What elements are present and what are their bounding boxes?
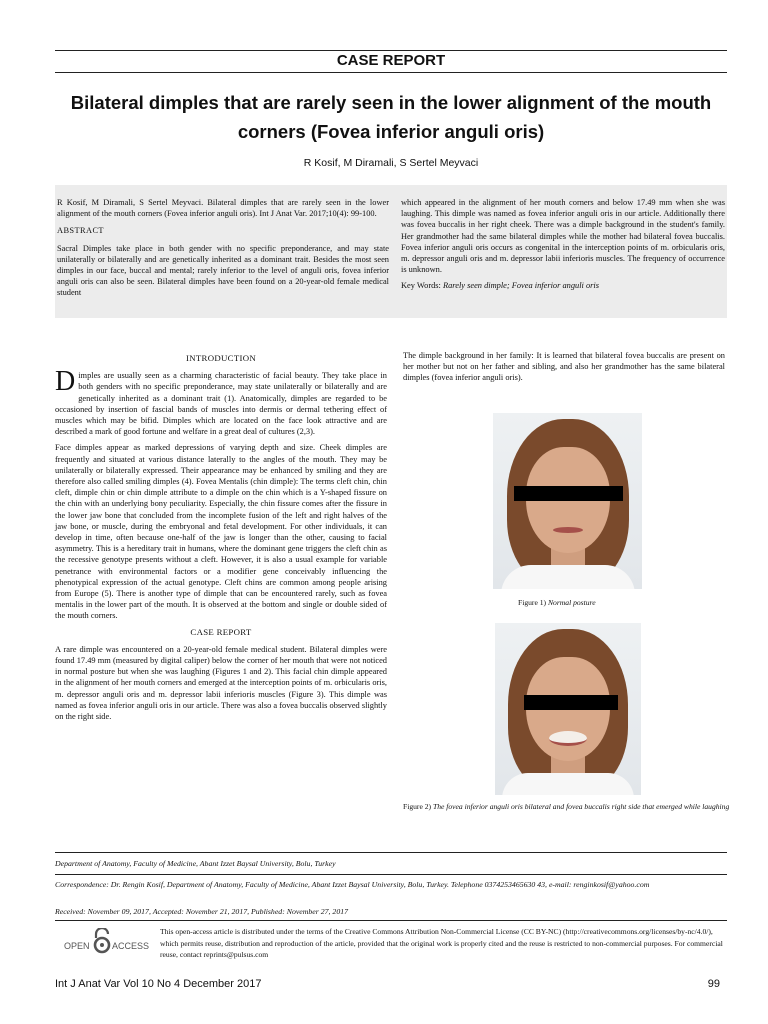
- figure-1-caption: [518, 598, 718, 608]
- figure-1-label: Figure 1): [518, 598, 547, 607]
- oa-text-access: ACCESS: [112, 941, 150, 951]
- figure-2-label: Figure 2): [403, 802, 432, 811]
- figure-2-caption: [403, 802, 733, 812]
- keywords: Rarely seen dimple; Fovea inferior anguli oris: [442, 281, 599, 291]
- intro-paragraph-1: [55, 366, 387, 437]
- article-title: Bilateral dimples that are rarely seen in the lower alignment of the mouth corners (Fovea inferior anguli oris): [70, 92, 712, 142]
- shirt-shape: [501, 565, 635, 589]
- case-paragraph-1: A rare dimple was encountered on a 20-year-old female medical student. Bilateral dimples were found 17.49 mm (measured by digital caliper) below the corner of her mouth that were not noticed in normal posture but when she was laughing (Figures 1 and 2). This facial chin dimple appeared in the alignment of her mouth corners and emerged at the interception points of m. orbicularis oris, m. depressor anguli oris and m. depressor labii inferioris muscles (Figure 3). This dimple was named as fovea inferior anguli oris in our article. There was also a fovea buccalis observed slightly on the right side.: [55, 644, 387, 722]
- figure-1-photo: [493, 413, 642, 589]
- open-access-lock-icon: [64, 928, 154, 954]
- case-heading: CASE REPORT: [190, 626, 252, 637]
- footnote-rule-1: [55, 852, 727, 853]
- keywords-line: [401, 280, 725, 291]
- keywords-label: Key Words:: [401, 281, 441, 291]
- smile-shape: [549, 731, 587, 746]
- intro-heading: INTRODUCTION: [185, 353, 257, 363]
- correspondence: Correspondence: Dr. Rengin Kosif, Department of Anatomy, Faculty of Medicine, Abant Izzet Baysal University, Bolu, Turkey. Telephone 0374253465630 43, e-mail: renginkosif@yahoo.com: [55, 880, 650, 889]
- abstract-left-column: [57, 197, 389, 304]
- citation: R Kosif, M Diramali, S Sertel Meyvaci. Bilateral dimples that are rarely seen in the lower alignment of the mouth corners (Fovea inferior anguli oris). Int J Anat Var. 2017;10(4): 99-100.: [57, 198, 389, 219]
- mouth-shape: [553, 527, 583, 533]
- abstract-text-left: Sacral Dimples take place in both gender with no specific preponderance, and may state unilaterally or bilaterally and are genetically inherited as a dominant trait. Besides the most seen dimples in our face, buccal and mental; rarely inferior to the level of anguli oris, fovea inferior anguli oris can also be seen. Bilateral dimples have been found on a 20-year-old female medical student: [57, 243, 389, 298]
- family-paragraph: The dimple background in her family: It is learned that bilateral fovea buccalis are present on her mother but not on her father and sibling, and also her grandmother has the same bilateral dimples (fovea inferior anguli oris).: [403, 351, 725, 383]
- abstract-right-column: [401, 197, 725, 297]
- drop-cap: D: [55, 366, 76, 398]
- section-type: CASE REPORT: [336, 52, 446, 69]
- top-rule: [55, 50, 727, 51]
- affiliation: Department of Anatomy, Faculty of Medicine, Abant Izzet Baysal University, Bolu, Turkey: [55, 859, 336, 868]
- figure-2-caption-text: The fovea inferior anguli oris bilateral and fovea buccalis right side that emerged while laughing: [432, 802, 730, 811]
- author-list: R Kosif, M Diramali, S Sertel Meyvaci: [303, 157, 479, 169]
- license-text: This open-access article is distributed under the terms of the Creative Commons Attribution Non-Commercial License (CC BY-NC) (http://creativecommons.org/licenses/by-nc/4.0/), which permits reuse, distribution and reproduction of the article, provided that the original work is properly cited and the reuse is restricted to non-commercial purposes. For commercial reuse, contact reprints@pulsus.com: [160, 927, 723, 959]
- abstract-text-right: which appeared in the alignment of her mouth corners and below 17.49 mm when she was laughing. This dimple was named as fovea inferior anguli oris in our article. Additionally there was fovea buccalis in her right cheek. There was a dimple background in the student's family. Her grandmother had the same bilateral dimples while the mother had bilateral fovea buccalis. Fovea inferior anguli oris occurs as congenital in the interception points of m. orbicularis oris, m. depressor anguli oris and m. depressor labii inferioris muscles. The frequency of occurrence is unknown.: [401, 198, 725, 275]
- body-right-column: [403, 350, 725, 389]
- abstract-heading: ABSTRACT: [57, 226, 104, 236]
- intro-paragraph-2: Face dimples appear as marked depressions of varying depth and size. Cheek dimples are frequently and situated at various distance laterally to the angles of the mouth. They may be unilaterally or bilaterally expressed. Their appearance may be enhanced by smiling and they are therefore also called smiling dimples (4). Fovea Mentalis (chin dimple): The terms cleft chin, chin cleft, dimple chin or chin dimple attribute to a dimple on the chin which is a Y-shaped fissure on the chin with an underlying bony peculiarity. Especially, the chin fissure comes after the fissure in the lower jaw bone that concluded from the incomplete fusion of the left and right halves of the jaw bone, or muscle, during the embryonal and fetal development. For other individuals, it can develop in time, often because one-half of the jaw is longer than the other, causing to facial asymmetry. This is a hereditary trait in humans, where the dominant gene triggers the cleft chin as the recessive genotype presents without a cleft. However, it is also a usual example for variable penetrance with environmental factors or a modifier gene conceivably influencing the phenotypical expression of the actual genotype. Cleft chins are common among people arising from Europe (5). There is another type of dimple that can be encountered rarely, such as fovea mentalis in the lower part of the mouth. It is observed at the bottom and single or double sided of the mouth corners.: [55, 443, 387, 621]
- figure-2-photo: [495, 623, 641, 795]
- footnote-rule-2: [55, 874, 727, 875]
- eye-censor-bar: [514, 486, 623, 501]
- body-left-column: [55, 349, 387, 727]
- open-access-logo: [64, 928, 154, 954]
- footnote-rule-3: [55, 920, 727, 921]
- figure-1-caption-text: Normal posture: [547, 598, 596, 607]
- eye-censor-bar: [524, 695, 618, 710]
- oa-text-open: OPEN: [64, 941, 90, 951]
- article-dates: Received: November 09, 2017, Accepted: November 21, 2017, Published: November 27, 2017: [55, 907, 349, 916]
- intro-paragraph-1-text: imples are usually seen as a charming characteristic of facial beauty. They take place in both genders with no specific preponderance, may state unilaterally or bilaterally and are genetically inherited as a dominant trait (1). Anatomically, dimples are regarded to be occasioned by insertion of fascial bands of muscles into dermis or dermal tethering effect of muscles which may be bifid. Dimples which are located on the face look attractive and are described a mark of good fortune and welfare in a great deal of cultures (2,3).: [55, 371, 387, 437]
- shirt-shape: [502, 773, 634, 795]
- header-rule: [55, 72, 727, 73]
- page-number: 99: [707, 978, 720, 990]
- journal-footer: Int J Anat Var Vol 10 No 4 December 2017: [55, 978, 262, 990]
